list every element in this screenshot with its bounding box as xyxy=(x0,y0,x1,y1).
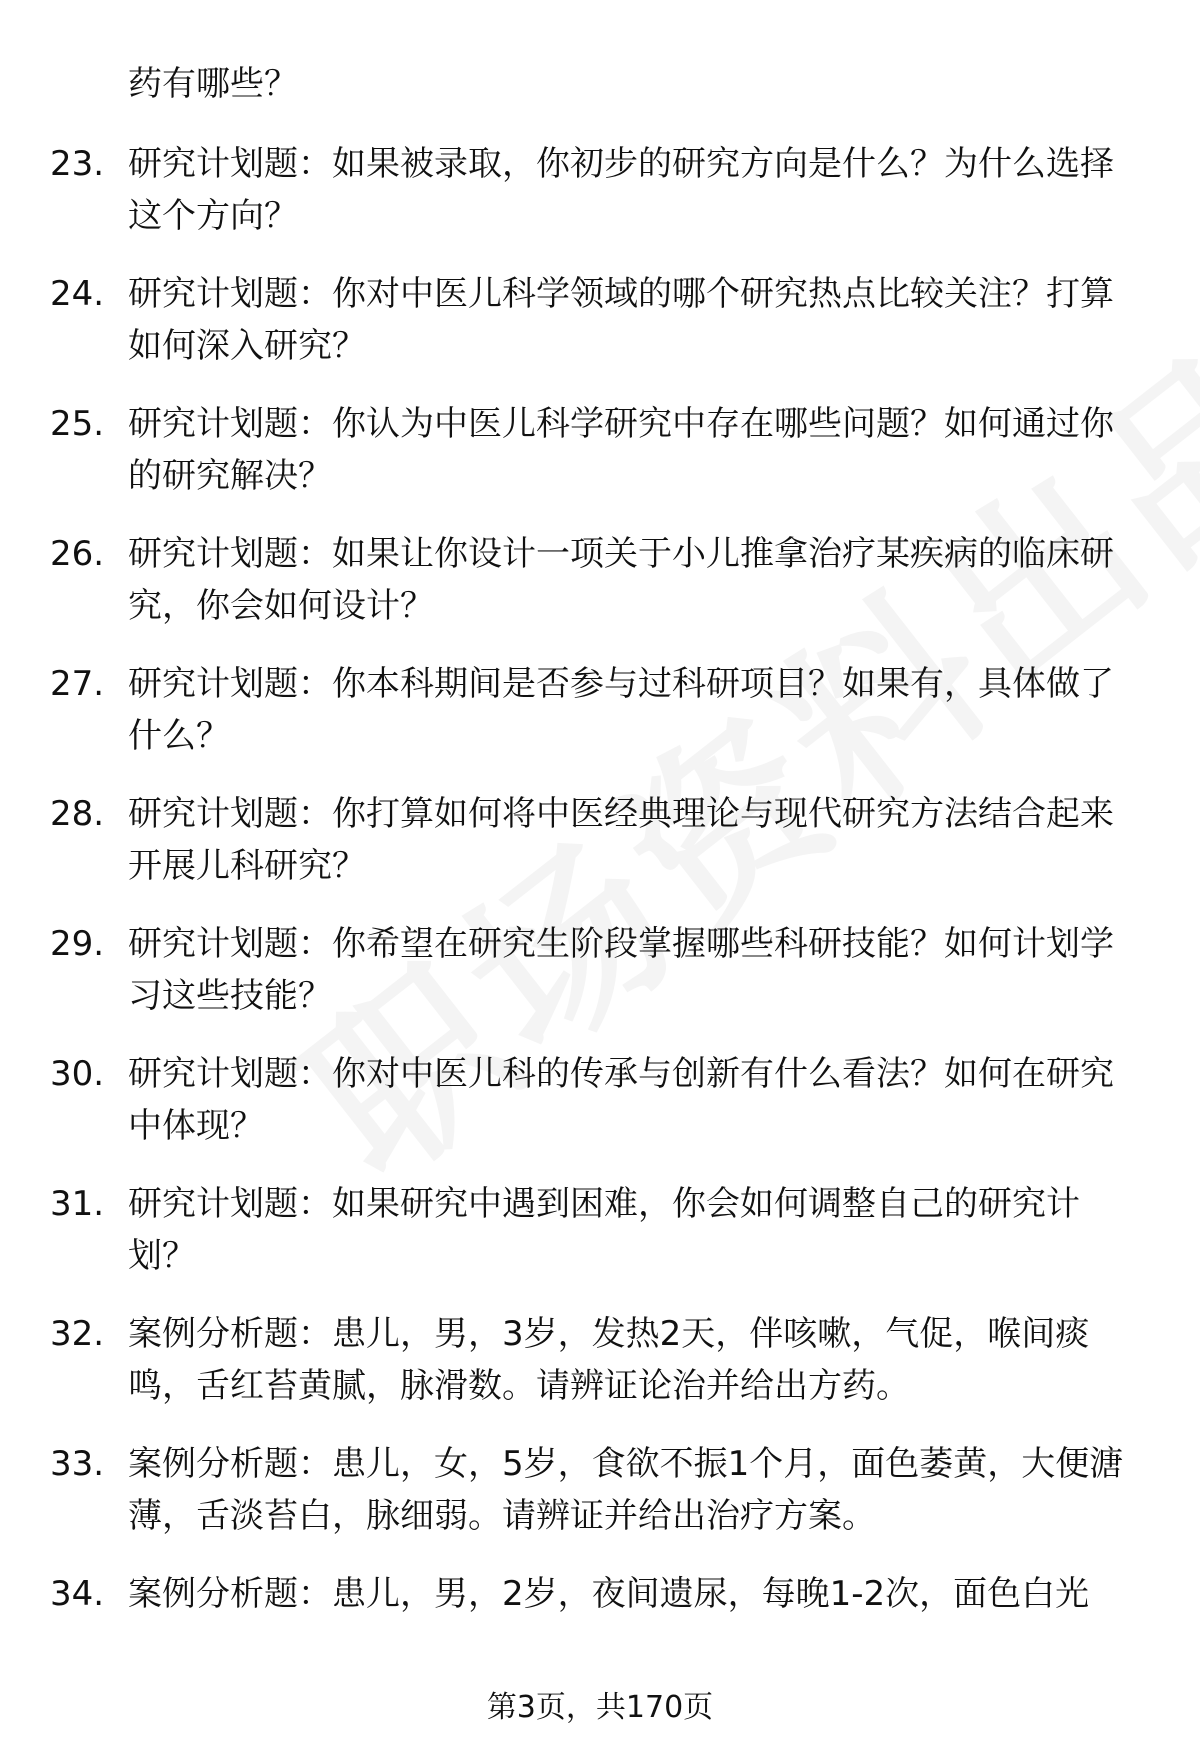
question-number: 26. xyxy=(50,534,105,574)
question-text: 研究计划题：你对中医儿科学领域的哪个研究热点比较关注？打算如何深入研究？ xyxy=(128,274,1114,366)
question-text: 研究计划题：你认为中医儿科学研究中存在哪些问题？如何通过你的研究解决？ xyxy=(128,404,1114,496)
question-number: 34. xyxy=(50,1574,105,1614)
question-item xyxy=(50,1438,1150,1542)
question-item xyxy=(50,528,1150,632)
question-text: 研究计划题：如果让你设计一项关于小儿推拿治疗某疾病的临床研究，你会如何设计？ xyxy=(128,534,1114,626)
continuation-text: 药有哪些？ xyxy=(128,64,298,104)
question-number: 23. xyxy=(50,144,105,184)
question-item xyxy=(50,1308,1150,1412)
question-item xyxy=(50,268,1150,372)
question-list xyxy=(50,138,1150,1646)
question-text: 研究计划题：如果被录取，你初步的研究方向是什么？为什么选择这个方向？ xyxy=(128,144,1114,236)
question-number: 31. xyxy=(50,1184,105,1224)
question-item xyxy=(50,918,1150,1022)
question-number: 25. xyxy=(50,404,105,444)
question-item xyxy=(50,398,1150,502)
question-item xyxy=(50,1178,1150,1282)
question-number: 27. xyxy=(50,664,105,704)
question-number: 24. xyxy=(50,274,105,314)
question-item xyxy=(50,1048,1150,1152)
page-footer: 第3页，共170页 xyxy=(486,1690,714,1725)
question-text: 案例分析题：患儿，男，2岁，夜间遗尿，每晚1-2次，面色白光 xyxy=(128,1574,1090,1614)
question-number: 32. xyxy=(50,1314,105,1354)
question-text: 研究计划题：你希望在研究生阶段掌握哪些科研技能？如何计划学习这些技能？ xyxy=(128,924,1114,1016)
question-item xyxy=(50,788,1150,892)
question-text: 研究计划题：你打算如何将中医经典理论与现代研究方法结合起来开展儿科研究？ xyxy=(128,794,1114,886)
question-item xyxy=(50,1568,1150,1620)
question-text: 研究计划题：你本科期间是否参与过科研项目？如果有，具体做了什么？ xyxy=(128,664,1114,756)
question-text: 案例分析题：患儿，男，3岁，发热2天，伴咳嗽，气促，喉间痰鸣，舌红苔黄腻，脉滑数。请辨证论治并给出方药。 xyxy=(128,1314,1090,1406)
question-number: 33. xyxy=(50,1444,105,1484)
question-number: 28. xyxy=(50,794,105,834)
question-item xyxy=(50,658,1150,762)
question-text: 研究计划题：如果研究中遇到困难，你会如何调整自己的研究计划？ xyxy=(128,1184,1080,1276)
question-number: 30. xyxy=(50,1054,105,1094)
question-number: 29. xyxy=(50,924,105,964)
question-text: 研究计划题：你对中医儿科的传承与创新有什么看法？如何在研究中体现？ xyxy=(128,1054,1114,1146)
question-text: 案例分析题：患儿，女，5岁，食欲不振1个月，面色萎黄，大便溏薄，舌淡苔白，脉细弱。请辨证并给出治疗方案。 xyxy=(128,1444,1124,1536)
question-item xyxy=(50,138,1150,242)
